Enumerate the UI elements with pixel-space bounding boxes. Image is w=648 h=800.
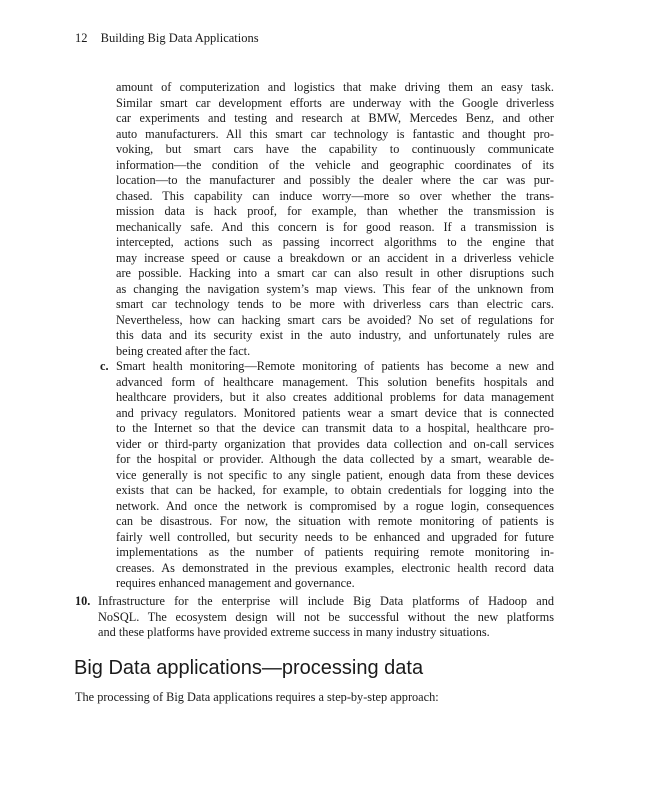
list-marker-10: 10. [75, 594, 91, 608]
text-line: healthcare providers, but it also creates additional problems for data management [116, 390, 554, 404]
list-marker-c: c. [100, 359, 109, 373]
text-line: to the Internet so that the device can transmit data to a hospital, healthcare pro- [116, 421, 554, 435]
text-line: exists that can be hacked, for example, to obtain credentials for logging into the [116, 483, 554, 497]
text-line: voking, but smart cars have the capability to continuously communicate [116, 142, 554, 156]
text-line: and these platforms have provided extreme success in many industry situations. [98, 625, 490, 639]
running-title: Building Big Data Applications [100, 31, 259, 45]
text-line: Similar smart car development efforts are underway with the Google driverless [116, 96, 554, 110]
text-line: as changing the navigation system’s map views. This fear of the unknown from [116, 282, 554, 296]
text-line: requires enhanced management and governance. [116, 576, 355, 590]
section-intro: The processing of Big Data applications requires a step-by-step approach: [75, 690, 439, 704]
text-line: Infrastructure for the enterprise will include Big Data platforms of Hadoop and [98, 594, 554, 608]
running-head [75, 31, 259, 46]
text-line: being created after the fact. [116, 344, 251, 358]
text-line: Nevertheless, how can hacking smart cars be avoided? No set of regulations for [116, 313, 554, 327]
text-line: network. And once the network is compromised by a rogue login, consequences [116, 499, 554, 513]
page-number: 12 [75, 31, 88, 45]
text-line: NoSQL. The ecosystem design will not be successful without the new platforms [98, 610, 554, 624]
text-line: this data and its security exist in the auto industry, and unfortunately rules are [116, 328, 554, 342]
section-heading: Big Data applications—processing data [74, 657, 424, 679]
text-line: may increase speed or cause a breakdown or an accident in a driverless vehicle [116, 251, 554, 265]
text-line: intercepted, actions such as passing incorrect algorithms to the engine that [116, 235, 554, 249]
text-line: amount of computerization and logistics that make driving them an easy task. [116, 80, 554, 94]
text-line: vider or third-party organization that provides data collection and on-call services [116, 437, 554, 451]
text-line: car experiments and testing and research at BMW, Mercedes Benz, and other [116, 111, 554, 125]
text-line: and privacy regulators. Monitored patients wear a smart device that is connected [116, 406, 554, 420]
text-line: can be disastrous. For now, the situation with remote monitoring of patients is [116, 514, 554, 528]
text-line: auto manufacturers. All this smart car technology is fantastic and thought pro- [116, 127, 554, 141]
text-line: mechanically safe. And this concern is for good reason. If a transmission is [116, 220, 554, 234]
text-line: location—to the manufacturer and possibly the dealer where the car was pur- [116, 173, 554, 187]
text-line: fairly well controlled, but security needs to be enhanced and upgraded for future [116, 530, 554, 544]
text-line: mission data is hack proof, for example, than whether the transmission is [116, 204, 554, 218]
text-line: are possible. Hacking into a smart car can also result in other disruptions such [116, 266, 554, 280]
text-line: for the hospital or provider. Although the data collected by a smart, wearable de- [116, 452, 554, 466]
text-line: vice generally is not specific to any single patient, enough data from these devices [116, 468, 554, 482]
text-line: chased. This capability can induce worry—more so over whether the trans- [116, 189, 554, 203]
text-line: Smart health monitoring—Remote monitoring of patients has become a new and [116, 359, 554, 373]
text-line: advanced form of healthcare management. This solution benefits hospitals and [116, 375, 554, 389]
text-line: smart car technology tends to be more with driverless cars than electric cars. [116, 297, 554, 311]
text-line: creases. As demonstrated in the previous examples, electronic health record data [116, 561, 554, 575]
text-line: information—the condition of the vehicle and geographic coordinates of its [116, 158, 554, 172]
text-line: implementations as the number of patients requiring remote monitoring in- [116, 545, 554, 559]
